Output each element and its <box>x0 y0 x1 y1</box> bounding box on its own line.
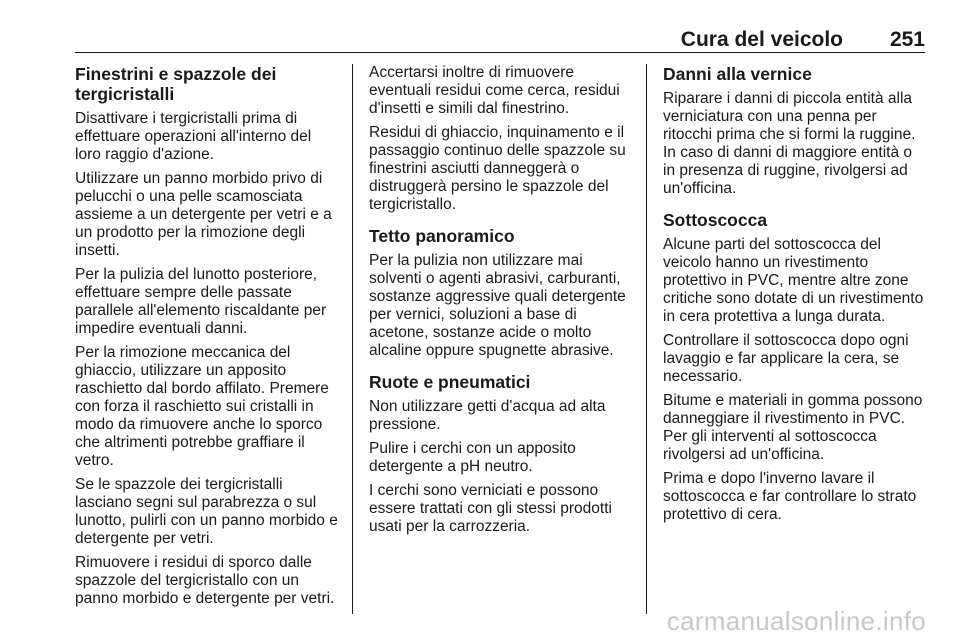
paragraph: Per la pulizia non utilizzare mai solventi o agenti abrasivi, carburanti, sostanze aggressive quali detergente per vernici, soluzioni a base di acetone, sostanze acide o molto alcaline oppure spugnette abrasive. <box>369 252 626 359</box>
paragraph: Riparare i danni di piccola entità alla verniciatura con una penna per ritocchi prima che si formi la ruggine. In caso di danni di maggiore entità o in presenza di ruggine, rivolgersi ad un'officina. <box>663 90 916 197</box>
paragraph: Accertarsi inoltre di rimuovere eventuali residui come cerca, residui d'insetti e simili dal finestrino. <box>369 64 620 117</box>
section-title: Cura del veicolo <box>680 28 843 51</box>
paragraph: Bitume e materiali in gomma possono danneggiare il rivestimento in PVC. Per gli interventi al sottoscocca rivolgersi ad un'officina. <box>663 392 923 463</box>
paragraph: Per la pulizia del lunotto posteriore, effettuare sempre delle passate parallele all'elemento riscaldante per impedire eventuali danni. <box>75 266 327 337</box>
paragraph: Utilizzare un panno morbido privo di pelucchi o una pelle scamosciata assieme a un detergente per vetri e a un prodotto per la rimozione degli insetti. <box>75 170 332 259</box>
heading-underbody: Sottoscocca <box>663 210 768 230</box>
paragraph: Controllare il sottoscocca dopo ogni lavaggio e far applicare la cera, se necessario. <box>663 332 909 385</box>
heading-panoramic-roof: Tetto panoramico <box>369 226 515 246</box>
paragraph: Disattivare i tergicristalli prima di effettuare operazioni all'interno del loro raggio d'azione. <box>75 110 312 163</box>
paragraph: Rimuovere i residui di sporco dalle spazzole del tergicristallo con un panno morbido e detergente per vetri. <box>75 554 335 607</box>
watermark: carmanualsonline.info <box>666 606 926 636</box>
paragraph: Se le spazzole dei tergicristalli lasciano segni sul parabrezza o sul lunotto, pulirli con un panno morbido e detergente per vetri. <box>75 476 338 547</box>
paragraph: I cerchi sono verniciati e possono essere trattati con gli stessi prodotti usati per la carrozzeria. <box>369 482 612 535</box>
paragraph: Per la rimozione meccanica del ghiaccio, utilizzare un apposito raschietto dal bordo affilato. Premere con forza il raschietto sui cristalli in modo da rimuovere anche lo sporco che altrimenti potrebbe graffiare il vetro. <box>75 344 329 469</box>
heading-windows-wipers: Finestrini e spazzole dei tergicristalli <box>75 64 277 104</box>
paragraph: Residui di ghiaccio, inquinamento e il passaggio continuo delle spazzole su finestrini asciutti danneggerà o distruggerà persino le spazzole del tergicristallo. <box>369 124 626 213</box>
paragraph: Alcune parti del sottoscocca del veicolo hanno un rivestimento protettivo in PVC, mentre altre zone critiche sono dotate di un rivestimento in cera protettiva a lunga durata. <box>663 236 924 325</box>
paragraph: Prima e dopo l'inverno lavare il sottoscocca e far controllare lo strato protettivo di cera. <box>663 470 917 523</box>
column-3 <box>663 64 928 530</box>
column-1 <box>75 64 340 614</box>
column-divider <box>646 64 647 614</box>
page-header <box>75 26 925 53</box>
paragraph: Pulire i cerchi con un apposito detergente a pH neutro. <box>369 440 576 475</box>
column-2 <box>369 64 634 542</box>
page-number: 251 <box>889 28 925 51</box>
column-divider <box>352 64 353 614</box>
heading-paint-damage: Danni alla vernice <box>663 64 812 84</box>
paragraph: Non utilizzare getti d'acqua ad alta pressione. <box>369 398 606 433</box>
heading-wheels-tyres: Ruote e pneumatici <box>369 372 531 392</box>
